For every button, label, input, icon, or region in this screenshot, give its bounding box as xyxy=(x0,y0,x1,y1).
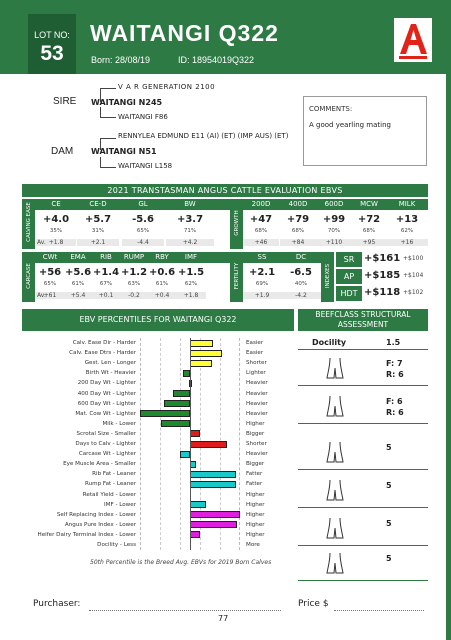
ebv-value-imf: +1.5 xyxy=(177,267,205,278)
price-line xyxy=(334,610,424,611)
percentile-row-label: 600 Day Wt - Lighter xyxy=(77,400,136,407)
brand-logo xyxy=(394,18,432,62)
percentile-row-label: Gest. Len - Longer xyxy=(84,360,136,367)
ebv-header-600d: 600D xyxy=(324,200,344,208)
percentile-row-label: Rump Fat - Leaner xyxy=(84,481,136,488)
percentile-bar xyxy=(190,441,227,448)
percentile-bar xyxy=(190,360,212,367)
percentile-bar xyxy=(190,531,200,538)
ebv-header-gl: GL xyxy=(138,200,148,208)
ebv-value-bw: +3.7 xyxy=(176,214,204,225)
front-feet-score: F: 7 R: 6 xyxy=(386,359,404,379)
docility-value: 1.5 xyxy=(386,338,401,347)
percentile-bar xyxy=(190,350,222,357)
ebv-avg-ss: +1.9 xyxy=(243,292,281,299)
percentile-row-label: Days to Calv - Lighter xyxy=(75,441,136,447)
ebv-acc-rump: 63% xyxy=(127,281,141,287)
percentile-midline xyxy=(190,338,191,550)
index-sr-label: SR xyxy=(336,252,362,267)
row1-cells xyxy=(22,199,428,249)
ebv-header-dc: DC xyxy=(295,253,307,261)
ebv-value-dc: -6.5 xyxy=(290,267,312,278)
percentile-row-right: Heavier xyxy=(246,380,268,387)
percentile-row-label: Retail Yield - Lower xyxy=(82,491,136,498)
sire-dam: WAITANGI F86 xyxy=(118,113,168,121)
ebv-acc-ss: 69% xyxy=(255,281,269,287)
ebv-avg-rby: +0.4 xyxy=(148,292,176,299)
ebv-value-ce: +4.0 xyxy=(42,214,70,225)
temperament-score: 5 xyxy=(386,554,392,563)
ebv-header-ss: SS xyxy=(257,253,267,261)
percentile-row-label: Milk - Lower xyxy=(102,420,136,427)
percentile-row-right: Higher xyxy=(246,511,265,518)
sire-name: WAITANGI N245 xyxy=(91,98,163,107)
ebv-header-ce: CE xyxy=(51,200,61,208)
ebv-avg-600d: +110 xyxy=(316,239,352,246)
ebv-value-cwt: +56 xyxy=(38,267,62,278)
lot-box xyxy=(28,14,76,74)
percentile-row-label: Carcase Wt - Lighter xyxy=(78,451,136,458)
ebv-acc-400d: 68% xyxy=(291,228,305,234)
pedigree xyxy=(0,78,300,173)
ebv-avg-dc: -4.2 xyxy=(281,292,321,299)
structural-title-box xyxy=(298,309,428,331)
ebv-value-mcw: +72 xyxy=(357,214,381,225)
percentile-row-right: More xyxy=(246,542,260,548)
ebv-acc-rby: 61% xyxy=(155,281,169,287)
ebv-avg-ema: +5.4 xyxy=(64,292,92,299)
percentiles-title-box xyxy=(22,309,294,331)
ebv-value-milk: +13 xyxy=(395,214,419,225)
row2-avg-label: Av. xyxy=(37,292,46,299)
ebv-acc-ema: 61% xyxy=(71,281,85,287)
percentile-bar xyxy=(190,501,206,508)
percentile-row-label: Heifer Dairy Terminal Index - Lower xyxy=(37,531,136,538)
ebv-avg-200d: +46 xyxy=(243,239,279,246)
percentile-bar xyxy=(183,370,190,377)
ebv-avg-bw: +4.2 xyxy=(166,239,214,246)
ebv-header-ce-d: CE-D xyxy=(89,200,107,208)
ebv-avg-milk: +16 xyxy=(386,239,428,246)
index-sr-avg: +$100 xyxy=(403,255,424,262)
ebv-header-imf: IMF xyxy=(184,253,198,261)
index-hdt-value: +$118 xyxy=(364,287,401,298)
index-ap-avg: +$104 xyxy=(403,272,424,279)
percentile-row-right: Bigger xyxy=(246,461,265,468)
ebv-header-400d: 400D xyxy=(288,200,308,208)
percentile-row-label: Docility - Less xyxy=(97,542,136,548)
docility-row xyxy=(298,336,428,350)
ebv-avg-gl: -4.4 xyxy=(122,239,164,246)
purchaser-line xyxy=(89,610,281,611)
ebv-header-rby: RBY xyxy=(155,253,169,261)
ebv-row2 xyxy=(22,252,428,302)
ebv-acc-imf: 62% xyxy=(184,281,198,287)
hoof-diagram-icon xyxy=(324,440,346,464)
structural-title: BEEFCLASS STRUCTURAL ASSESSMENT xyxy=(315,310,411,329)
percentile-bar xyxy=(173,390,190,397)
ebv-acc-dc: 40% xyxy=(294,281,308,287)
ebv-acc-600d: 70% xyxy=(327,228,341,234)
carcase-label: CARCASE xyxy=(22,252,35,302)
ebv-value-rib: +1.4 xyxy=(92,267,120,278)
born-date: Born: 28/08/19 xyxy=(91,55,151,65)
hoof-diagram-icon xyxy=(324,478,346,502)
percentile-row-label: Calv. Ease Dir - Harder xyxy=(72,340,136,346)
growth-label: GROWTH xyxy=(230,199,243,249)
sire-label: SIRE xyxy=(53,96,77,107)
ebv-value-400d: +79 xyxy=(286,214,310,225)
percentile-row-right: Easier xyxy=(246,350,264,357)
row1-avg-label: Av. xyxy=(37,239,46,246)
percentile-row-label: Self Replacing Index - Lower xyxy=(56,511,136,518)
ebv-value-rump: +1.2 xyxy=(120,267,148,278)
percentile-row-label: IMF - Lower xyxy=(103,501,136,508)
percentile-row-label: Birth Wt - Heavier xyxy=(85,370,136,377)
percentile-gridline xyxy=(160,338,161,550)
structural-row xyxy=(298,472,428,508)
dam-name: WAITANGI N51 xyxy=(91,147,157,156)
percentile-bar xyxy=(140,410,190,417)
percentile-bar xyxy=(190,511,240,518)
dam-label: DAM xyxy=(51,146,74,157)
ebv-acc-ce-d: 31% xyxy=(91,228,105,234)
index-ap-label: AP xyxy=(336,269,362,284)
ebv-acc-ce: 35% xyxy=(49,228,63,234)
percentile-row-label: Scrotal Size - Smaller xyxy=(76,430,136,437)
page-number: 77 xyxy=(218,614,229,623)
ebv-acc-mcw: 68% xyxy=(362,228,376,234)
ebv-acc-milk: 62% xyxy=(400,228,414,234)
percentile-bar xyxy=(180,451,190,458)
indexes-label: INDEXES xyxy=(321,252,334,302)
hoof-diagram-icon xyxy=(324,516,346,540)
right-edge-bar xyxy=(446,0,451,640)
ebv-avg-rib: +0.1 xyxy=(92,292,120,299)
structural-row xyxy=(298,545,428,581)
ebv-avg-rump: -0.2 xyxy=(120,292,148,299)
structural-row xyxy=(298,434,428,470)
percentile-row-right: Heavier xyxy=(246,390,268,397)
index-hdt-label: HDT xyxy=(336,286,362,301)
ebv-header-rib: RIB xyxy=(100,253,112,261)
front-leg-score: 5 xyxy=(386,443,392,452)
percentile-row-right: Fatter xyxy=(246,471,263,478)
hoof-diagram-icon xyxy=(324,356,346,380)
structural-row xyxy=(298,510,428,546)
percentile-row-right: Higher xyxy=(246,501,265,508)
percentile-row-right: Bigger xyxy=(246,430,265,437)
percentile-row-label: Rib Fat - Leaner xyxy=(92,471,136,478)
percentile-bar xyxy=(190,521,237,528)
dam-dam: WAITANGI L158 xyxy=(118,162,173,170)
percentile-bar xyxy=(164,400,190,407)
structural-row xyxy=(298,388,428,424)
structural-panel xyxy=(298,336,428,561)
lot-label: LOT NO: xyxy=(34,30,70,40)
structural-row xyxy=(298,350,428,386)
index-hdt-avg: +$102 xyxy=(403,289,424,296)
bull-name: WAITANGI Q322 xyxy=(90,20,279,46)
percentile-row-right: Shorter xyxy=(246,360,267,367)
price-label: Price $ xyxy=(298,599,329,609)
percentile-row-label: 400 Day Wt - Lighter xyxy=(77,390,136,397)
percentile-row-right: Higher xyxy=(246,531,265,538)
fertility-label: FERTILITY xyxy=(230,252,243,302)
percentile-bar xyxy=(161,420,190,427)
index-list xyxy=(336,252,428,302)
rear-feet-score: F: 6 R: 6 xyxy=(386,397,404,417)
logo-a-icon xyxy=(394,18,432,62)
percentile-row-right: Higher xyxy=(246,521,265,528)
ebv-value-gl: -5.6 xyxy=(132,214,154,225)
percentile-row-right: Shorter xyxy=(246,441,267,447)
animal-id: ID: 18954019Q322 xyxy=(178,55,255,65)
lot-number: 53 xyxy=(40,42,64,65)
percentile-row-label: Calv. Ease Dtrs - Harder xyxy=(69,350,136,357)
percentile-footnote: 50th Percentile is the Breed Avg. EBVs for 2019 Born Calves xyxy=(90,559,272,566)
ebv-acc-200d: 68% xyxy=(254,228,268,234)
ebv-header-mcw: MCW xyxy=(360,200,378,208)
comments-box xyxy=(303,96,427,166)
ebv-avg-imf: +1.8 xyxy=(176,292,206,299)
percentile-row-right: Easier xyxy=(246,340,264,346)
index-sr-value: +$161 xyxy=(364,253,401,264)
ebv-header-rump: RUMP xyxy=(123,253,145,261)
percentiles-title: EBV PERCENTILES FOR WAITANGI Q322 xyxy=(79,315,237,324)
percentile-chart xyxy=(0,338,300,558)
ebv-header-milk: MILK xyxy=(398,200,416,208)
ebv-title: 2021 TRANSTASMAN ANGUS CATTLE EVALUATION EBVS xyxy=(22,184,428,197)
percentile-gridline xyxy=(180,338,181,550)
percentile-bar xyxy=(190,481,236,488)
docility-label: Docility xyxy=(312,338,347,347)
comments-text: A good yearling mating xyxy=(309,121,391,129)
comments-label: COMMENTS: xyxy=(309,105,353,113)
hoof-diagram-icon xyxy=(324,551,346,575)
rear-leg-score: 5 xyxy=(386,481,392,490)
percentile-row-right: Higher xyxy=(246,420,265,427)
ebv-avg-400d: +84 xyxy=(280,239,316,246)
sheath-score: 5 xyxy=(386,519,392,528)
percentile-row-right: Heavier xyxy=(246,451,268,458)
ebv-value-rby: +0.6 xyxy=(148,267,176,278)
dam-sire: RENNYLEA EDMUND E11 (AI) (ET) (IMP AUS) (ET) xyxy=(118,132,289,140)
index-ap-value: +$185 xyxy=(364,270,401,281)
ebv-acc-bw: 71% xyxy=(183,228,197,234)
ebv-value-200d: +47 xyxy=(249,214,273,225)
ebv-acc-cwt: 65% xyxy=(43,281,57,287)
ebv-header-200d: 200D xyxy=(251,200,271,208)
ebv-value-600d: +99 xyxy=(322,214,346,225)
purchaser-label: Purchaser: xyxy=(33,599,81,609)
ebv-avg-ce-d: +2.1 xyxy=(77,239,119,246)
ebv-value-ss: +2.1 xyxy=(248,267,276,278)
percentile-bar xyxy=(190,340,213,347)
percentile-row-label: Eye Muscle Area - Smaller xyxy=(63,461,136,468)
ebv-header-bw: BW xyxy=(184,200,196,208)
percentile-row-right: Fatter xyxy=(246,481,263,488)
ebv-header-ema: EMA xyxy=(70,253,86,261)
ebv-acc-gl: 65% xyxy=(136,228,150,234)
ebv-value-ema: +5.6 xyxy=(64,267,92,278)
calving-ease-label: CALVING EASE xyxy=(22,199,35,249)
percentile-bar xyxy=(190,471,236,478)
ebv-avg-mcw: +95 xyxy=(352,239,386,246)
percentile-bar xyxy=(190,430,200,437)
percentile-row-right: Heavier xyxy=(246,410,268,417)
percentile-row-right: Heavier xyxy=(246,400,268,407)
percentile-row-label: 200 Day Wt - Lighter xyxy=(77,380,136,387)
ebv-value-ce-d: +5.7 xyxy=(84,214,112,225)
structural-scores xyxy=(298,350,428,563)
ebv-acc-rib: 67% xyxy=(99,281,113,287)
ebv-header-cwt: CWt xyxy=(42,253,58,261)
percentile-row-label: Angus Pure Index - Lower xyxy=(64,521,136,528)
ebv-row1 xyxy=(22,199,428,249)
percentile-row-right: Higher xyxy=(246,491,265,498)
ebv-avg-ce: +1.8 xyxy=(36,239,76,246)
sire-sire: V A R GENERATION 2100 xyxy=(118,83,216,91)
hoof-diagram-icon xyxy=(324,394,346,418)
percentile-row-label: Mat. Cow Wt - Lighter xyxy=(75,410,136,417)
ebv-avg-cwt: +61 xyxy=(36,292,64,299)
percentile-row-right: Lighter xyxy=(246,370,266,377)
